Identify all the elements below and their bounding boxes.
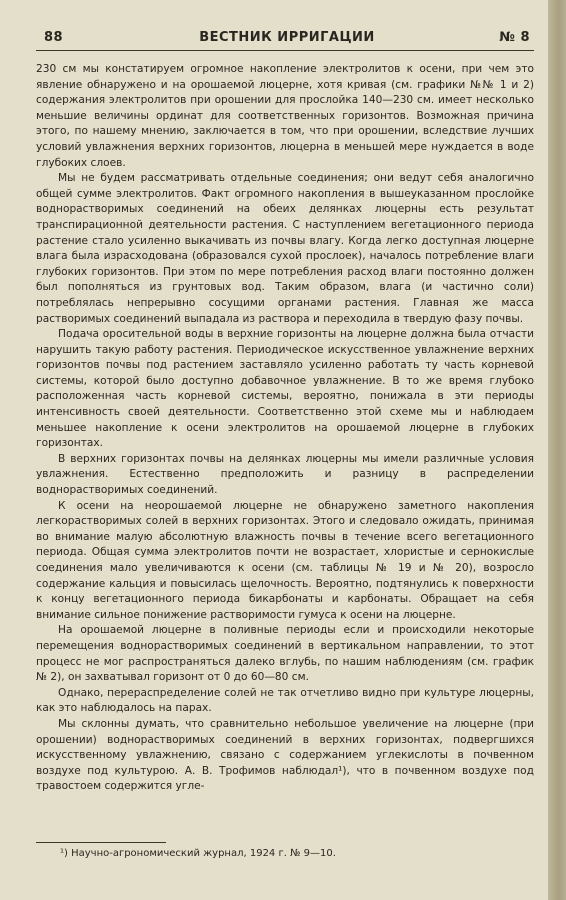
issue-number: № 8 (499, 30, 530, 45)
paragraph: Мы склонны думать, что сравнительно небольшое увеличение на люцерне (при орошении) воднорастворимых соединений в верхних горизонтах, подвергшихся искусственному увлажнению, связано с содержанием углекислоты в почвенном воздухе под культурою. А. В. Трофимов наблюдал¹), что в почвенном воздухе под травостоем содержится угле- (36, 717, 534, 793)
page-edge (548, 0, 566, 900)
footnote: ¹) Научно-агрономический журнал, 1924 г. № 9—10. (60, 848, 336, 859)
paragraph: Подача оросительной воды в верхние горизонты на люцерне должна была отчасти нарушить такую работу растения. Периодическое искусственное увлажнение верхних горизонтов почвы под растением заставляло усиленно работать ту часть корневой системы, которой было доступно добавочное увлажнение. В то же время глубоко расположенная часть корневой системы, вероятно, понижала в эти периоды интенсивность своей деятельности. Соответственно этой схеме мы и наблюдаем меньшее накопление к осени электролитов на орошаемой люцерне в глубоких горизонтах. (36, 328, 534, 450)
paragraph: На орошаемой люцерне в поливные периоды если и происходили некоторые перемещения воднорастворимых соединений в вертикальном направлении, то этот процесс не мог распространяться далеко вглубь, по нашим наблюдениям (см. график № 2), он захватывал горизонт от 0 до 60—80 см. (36, 624, 534, 684)
page-number: 88 (44, 30, 64, 45)
running-header (44, 30, 530, 50)
body-text (36, 62, 534, 795)
journal-title: ВЕСТНИК ИРРИГАЦИИ (199, 30, 375, 45)
header-rule (36, 50, 534, 51)
paragraph: Однако, перераспределение солей не так отчетливо видно при культуре люцерны, как это наблюдалось на парах. (36, 686, 534, 715)
footnote-rule (36, 842, 166, 843)
paragraph: К осени на неорошаемой люцерне не обнаружено заметного накопления легкорастворимых солей в верхних горизонтах. Этого и следовало ожидать, принимая во внимание малую абсолютную влажность почвы в течение всего вегетационного периода. Общая сумма электролитов почти не возрастает, хлористые и сернокислые соединения мало увеличиваются к осени (см. таблицы № 19 и № 20), возросло содержание кальция и повысилась щелочность. Вероятно, подтянулись к поверхности к концу вегетационного периода бикарбонаты и карбонаты. Обращает на себя внимание сильное понижение растворимости гумуса к осени на люцерне. (36, 499, 534, 621)
paragraph: Мы не будем рассматривать отдельные соединения; они ведут себя аналогично общей сумме электролитов. Факт огромного накопления в вышеуказанном прослойке воднорастворимых соединений на обеих делянках люцерны есть результат транспирационной деятельности растения. С наступлением вегетационного периода растение стало усиленно выкачивать из почвы влагу. Когда легко доступная люцерне влага была израсходована (образовался сухой прослоек), началось потребление влаги глубоких горизонтов. При этом по мере потребления расход влаги постоянно должен был пополняться из грунтовых вод. Таким образом, влага (и частично соли) потреблялась непрерывно сосущими органами растения. Главная же масса растворимых соединений выпадала из раствора и переходила в твердую фазу почвы. (36, 172, 534, 325)
paragraph: В верхних горизонтах почвы на делянках люцерны мы имели различные условия увлажнения. Естественно предположить и разницу в распределении воднорастворимых соединений. (36, 452, 534, 497)
paragraph: 230 см мы констатируем огромное накопление электролитов к осени, при чем это явление обнаружено и на орошаемой люцерне, хотя кривая (см. графики №№ 1 и 2) содержания электролитов при орошении для прослойка 140—230 см. имеет несколько меньшие величины ординат для соответственных горизонтов. Возможная причина этого, по нашему мнению, заключается в том, что при орошении, вследствие лучших условий увлажнения верхних горизонтов, люцерна в меньшей мере нуждается в воде глубоких слоев. (36, 63, 534, 169)
